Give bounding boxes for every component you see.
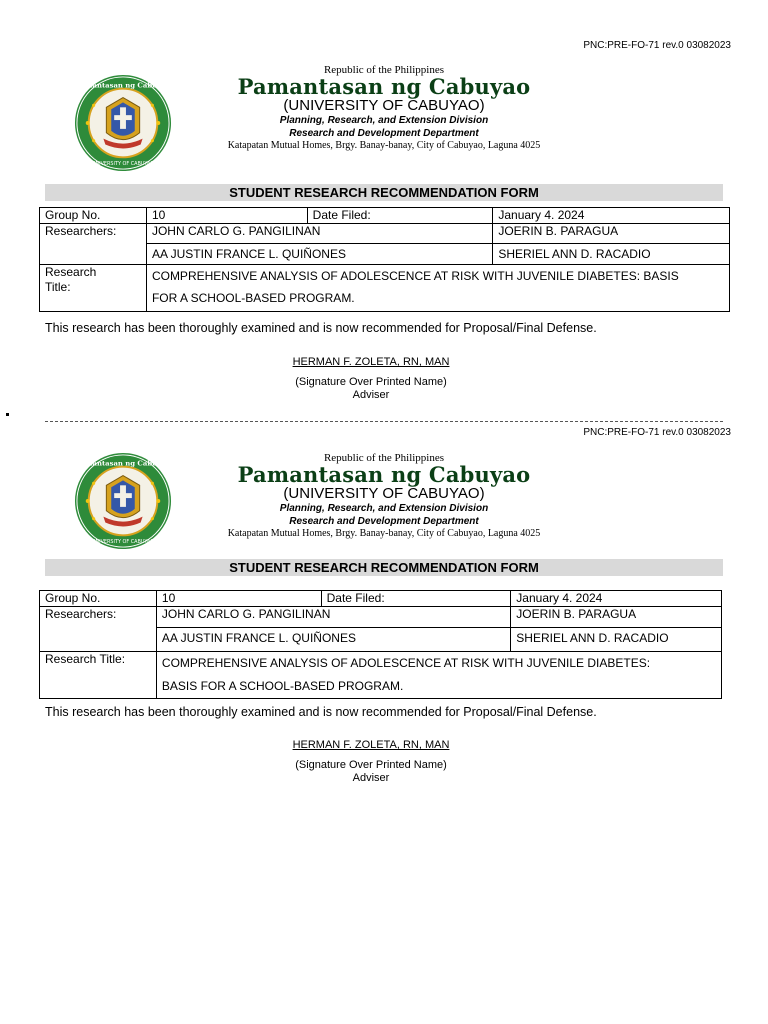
adviser-role: Adviser	[352, 389, 390, 401]
university-seal-logo	[74, 452, 172, 550]
research-form-table	[39, 590, 722, 699]
researcher-3: AA JUSTIN FRANCE L. QUIÑONES	[146, 244, 492, 265]
address-line: Katapatan Mutual Homes, Brgy. Banay-banay, City of Cabuyao, Laguna 4025	[227, 528, 541, 539]
table-row	[40, 591, 722, 607]
researcher-4: SHERIEL ANN D. RACADIO	[493, 244, 730, 265]
signature-label: (Signature Over Printed Name)	[295, 376, 447, 388]
adviser-name: HERMAN F. ZOLETA, RN, MAN	[292, 356, 450, 368]
form-code: PNC:PRE-FO-71 rev.0 03082023	[583, 40, 731, 51]
address-line: Katapatan Mutual Homes, Brgy. Banay-banay, City of Cabuyao, Laguna 4025	[227, 140, 541, 151]
date-filed-label: Date Filed:	[321, 591, 511, 607]
researcher-2: JOERIN B. PARAGUA	[493, 224, 730, 244]
svg-text:UNIVERSITY OF CABUYAO: UNIVERSITY OF CABUYAO	[91, 539, 155, 546]
group-no-value: 10	[146, 208, 307, 224]
table-row	[40, 224, 730, 244]
research-title-value: COMPREHENSIVE ANALYSIS OF ADOLESCENCE AT RISK WITH JUVENILE DIABETES: BASIS FOR A SCHOOL-BASED PROGRAM.	[146, 265, 729, 312]
group-no-label: Group No.	[40, 208, 147, 224]
department-line: Research and Development Department	[289, 128, 479, 139]
research-title-label: Research Title:	[40, 652, 157, 699]
researcher-1: JOHN CARLO G. PANGILINAN	[156, 607, 510, 628]
university-english-name: (UNIVERSITY OF CABUYAO)	[283, 97, 485, 114]
date-filed-label: Date Filed:	[307, 208, 493, 224]
republic-line: Republic of the Philippines	[323, 64, 445, 76]
svg-text:Pamantasan ng Cabuyao: Pamantasan ng Cabuyao	[75, 459, 171, 468]
research-form-table	[39, 207, 730, 312]
table-row	[40, 607, 722, 628]
form-title: STUDENT RESEARCH RECOMMENDATION FORM	[45, 559, 723, 576]
recommendation-statement: This research has been thoroughly examined and is now recommended for Proposal/Final Defense.	[45, 321, 597, 335]
letterhead	[184, 452, 584, 540]
svg-text:Pamantasan ng Cabuyao: Pamantasan ng Cabuyao	[75, 81, 171, 90]
department-line: Research and Development Department	[289, 516, 479, 527]
university-name: Pamantasan ng Cabuyao	[237, 462, 531, 487]
university-seal-logo	[74, 74, 172, 172]
recommendation-statement: This research has been thoroughly examined and is now recommended for Proposal/Final Defense.	[45, 705, 597, 719]
researchers-label: Researchers:	[40, 607, 157, 652]
group-no-value: 10	[156, 591, 321, 607]
researcher-4: SHERIEL ANN D. RACADIO	[511, 628, 722, 652]
researcher-2: JOERIN B. PARAGUA	[511, 607, 722, 628]
division-line: Planning, Research, and Extension Division	[279, 115, 489, 126]
adviser-name: HERMAN F. ZOLETA, RN, MAN	[292, 739, 450, 751]
cut-line-divider	[45, 421, 723, 422]
group-no-label: Group No.	[40, 591, 157, 607]
form-code: PNC:PRE-FO-71 rev.0 03082023	[583, 427, 731, 438]
researchers-label: Researchers:	[40, 224, 147, 265]
date-filed-value: January 4. 2024	[493, 208, 730, 224]
researcher-3: AA JUSTIN FRANCE L. QUIÑONES	[156, 628, 510, 652]
table-row	[40, 265, 730, 312]
signature-label: (Signature Over Printed Name)	[295, 759, 447, 771]
stray-mark	[6, 413, 9, 416]
republic-line: Republic of the Philippines	[323, 452, 445, 464]
research-title-label: Research Title:	[40, 265, 147, 312]
table-row	[40, 208, 730, 224]
university-english-name: (UNIVERSITY OF CABUYAO)	[283, 485, 485, 502]
researcher-1: JOHN CARLO G. PANGILINAN	[146, 224, 492, 244]
letterhead	[184, 64, 584, 152]
division-line: Planning, Research, and Extension Division	[279, 503, 489, 514]
adviser-role: Adviser	[352, 772, 390, 784]
research-title-value: COMPREHENSIVE ANALYSIS OF ADOLESCENCE AT RISK WITH JUVENILE DIABETES: BASIS FOR A SCHOOL-BASED PROGRAM.	[156, 652, 721, 699]
svg-text:UNIVERSITY OF CABUYAO: UNIVERSITY OF CABUYAO	[91, 161, 155, 168]
date-filed-value: January 4. 2024	[511, 591, 722, 607]
form-title: STUDENT RESEARCH RECOMMENDATION FORM	[45, 184, 723, 201]
table-row	[40, 652, 722, 699]
university-name: Pamantasan ng Cabuyao	[237, 74, 531, 99]
